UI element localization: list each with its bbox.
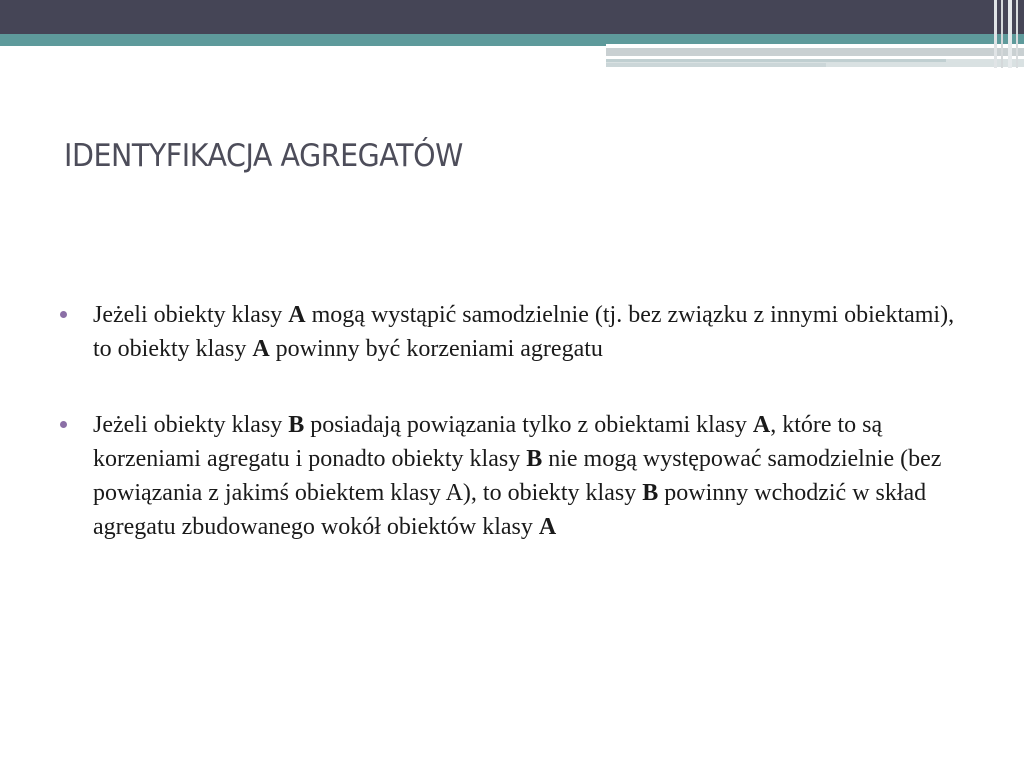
bullet-text-bold-segment: B [526,446,543,472]
bullet-text-segment: powinny być korzeniami agregatu [269,336,603,362]
header-vertical-stripe [1016,0,1018,68]
bullet-text-segment: posiadają powiązania tylko z obiektami klasy [304,412,753,438]
header-accent-stripe-2 [606,63,826,67]
bullet-text-bold-segment: A [538,514,557,540]
bullet-text-bold-segment: B [642,480,659,506]
bullet-text-segment: mogą wystąpić samodzielnie (tj. bez związku z innymi obiektami), to obiekty klasy [93,302,955,362]
bullet-text-segment: nie mogą występować samodzielnie (bez powiązania z jakimś obiektem klasy A), to obiekty klasy [93,446,942,506]
bullet-item [60,298,960,366]
bullet-text-segment: Jeżeli obiekty klasy [93,302,289,328]
header-bar-dark [0,0,1024,34]
bullet-dot-icon [60,421,67,428]
bullet-list [60,298,960,586]
bullet-text-bold-segment: A [288,302,306,328]
bullet-dot-icon [60,311,67,318]
header-vertical-stripe [1001,0,1003,68]
bullet-text-segment: Jeżeli obiekty klasy [93,412,289,438]
bullet-text-segment: , które to są korzeniami agregatu i ponadto obiekty klasy [93,412,883,472]
slide-title: IDENTYFIKACJA AGREGATÓW [64,138,463,174]
header-vertical-stripe [994,0,997,68]
bullet-text-bold-segment: A [252,336,270,362]
bullet-text [93,302,954,362]
bullet-text-segment: powinny wchodzić w skład agregatu zbudowanego wokół obiektów klasy [93,480,927,540]
header-vertical-stripe [1008,0,1012,68]
bullet-text-bold-segment: A [752,412,771,438]
header-accent-stripe [606,59,946,62]
bullet-text [93,412,941,540]
bullet-text-bold-segment: B [288,412,305,438]
header-accent-line [606,44,1024,47]
bullet-item [60,408,960,544]
header-accent-line-2 [606,56,1024,58]
header-accent-band [606,48,1024,56]
